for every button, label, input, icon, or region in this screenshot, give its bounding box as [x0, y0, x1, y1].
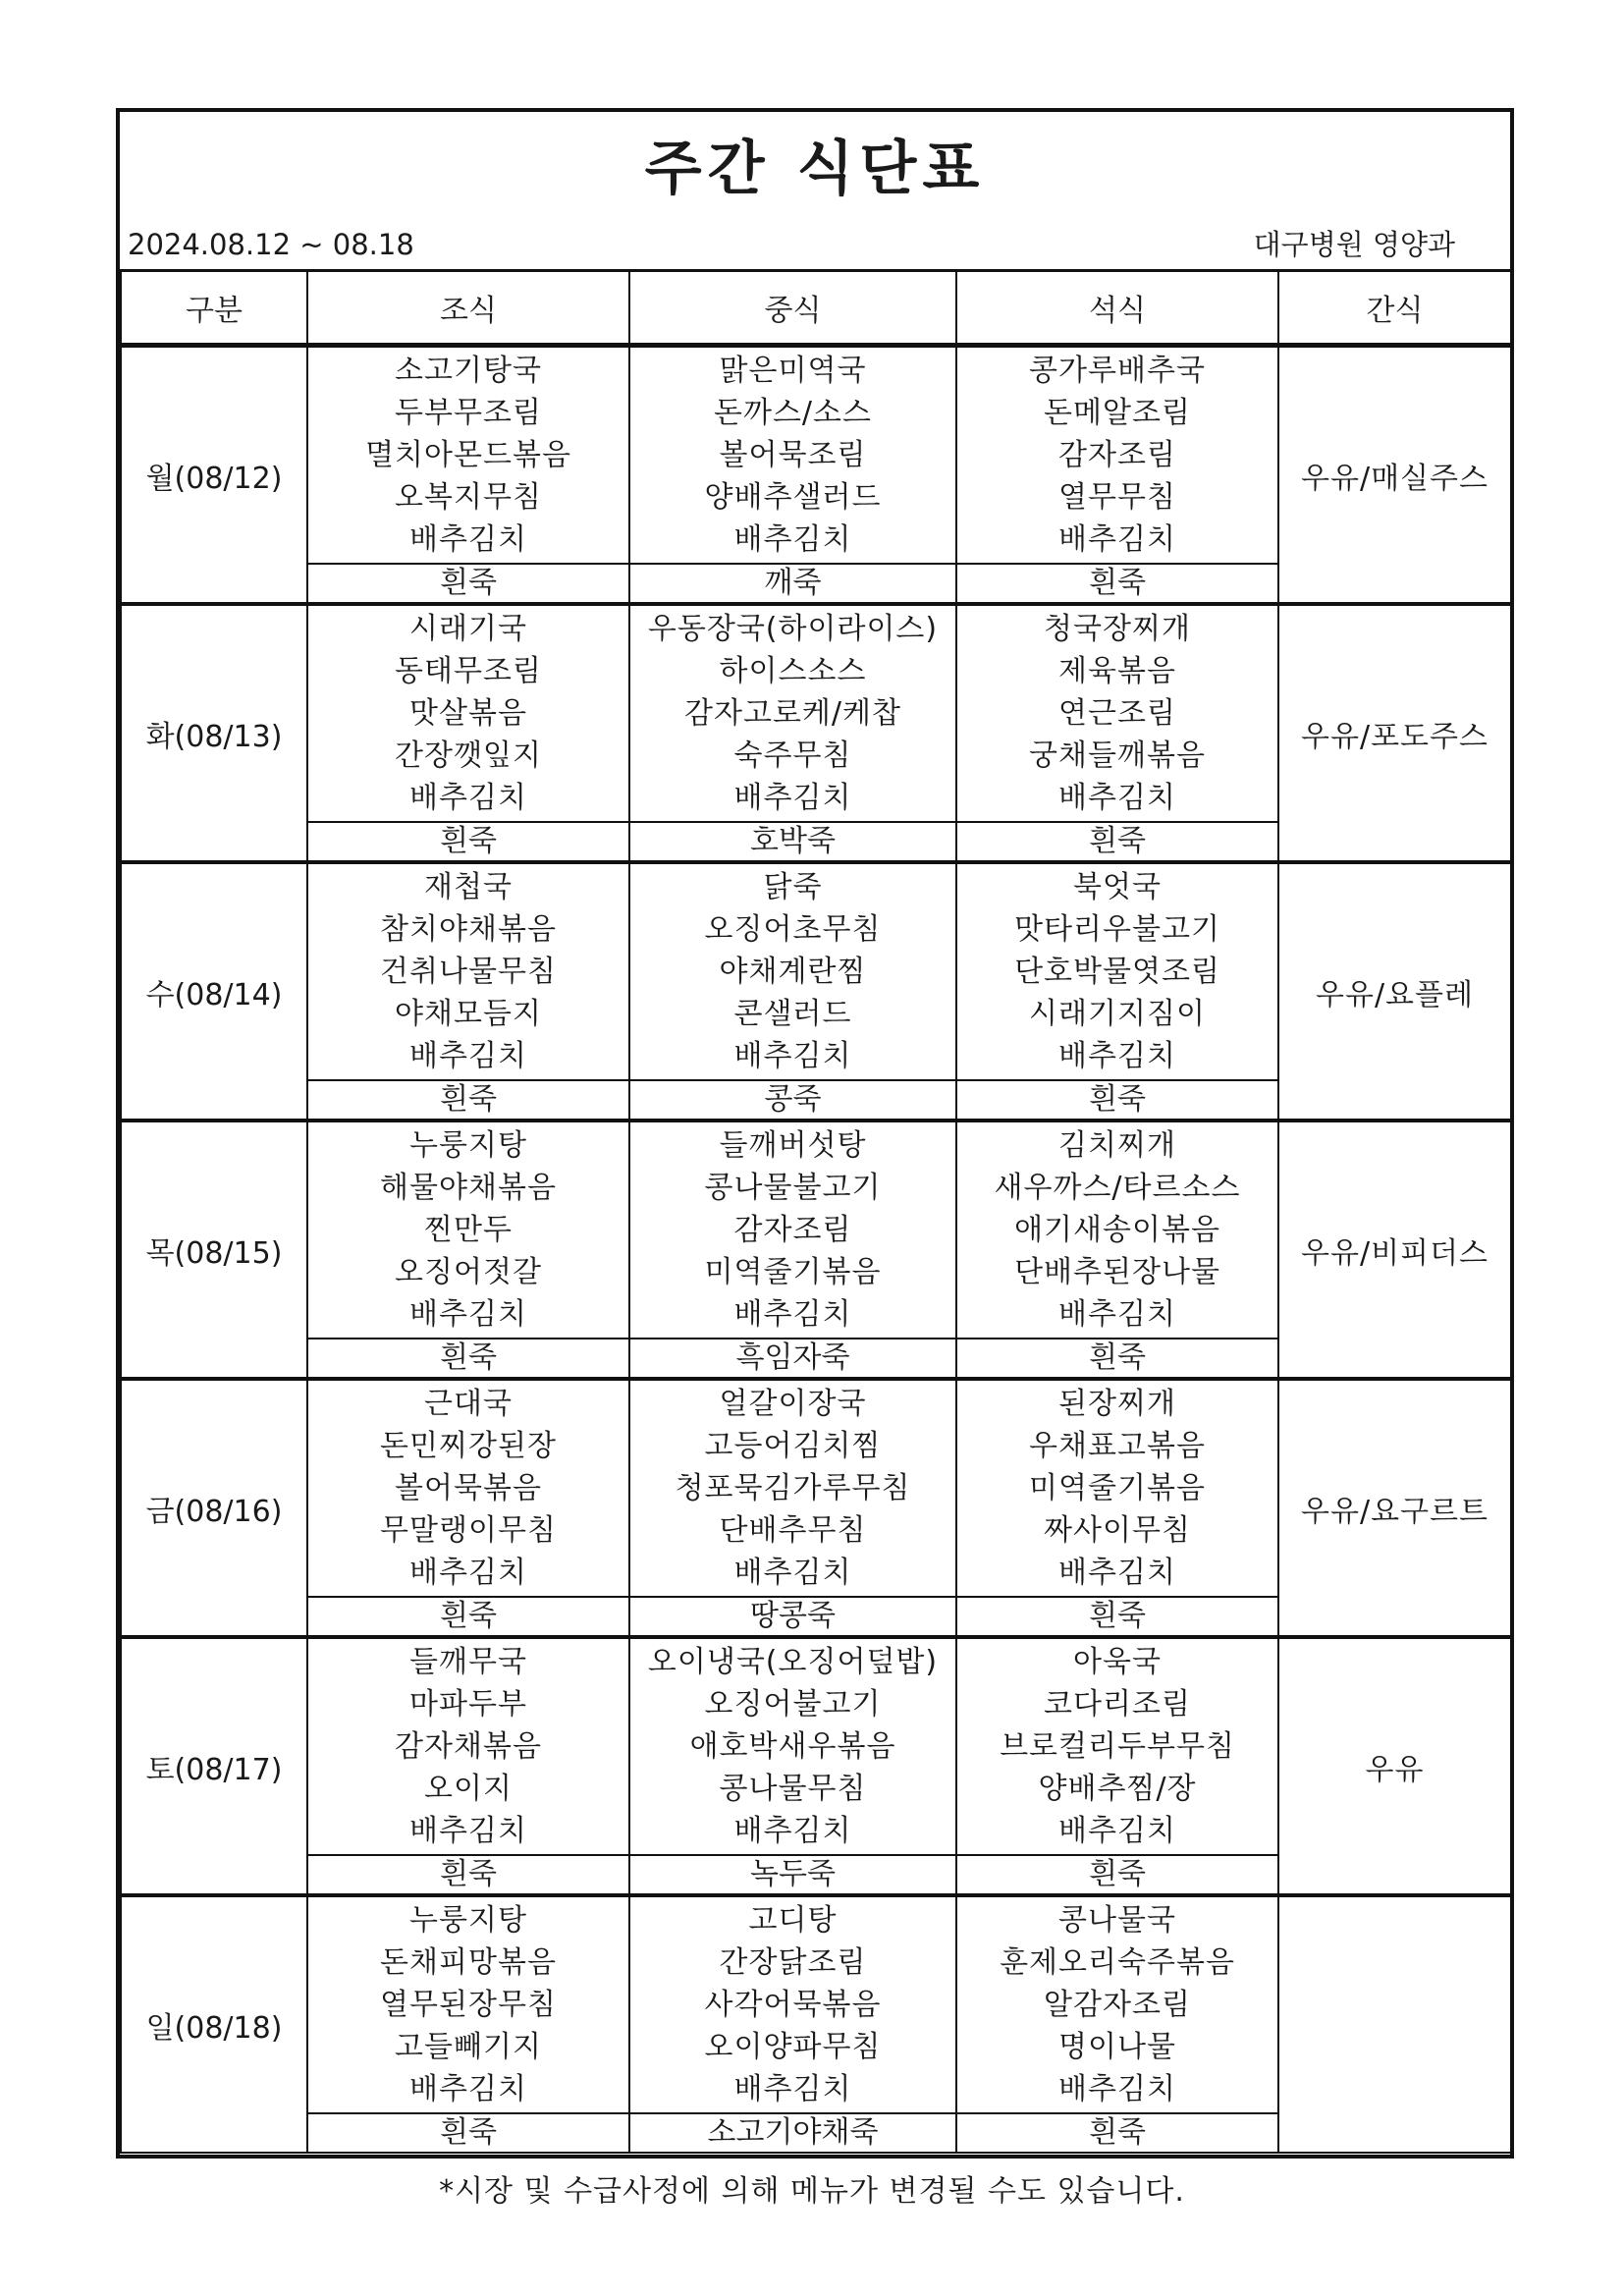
title-block: [120, 112, 1510, 269]
dish-item: 열무된장무침: [380, 1987, 557, 2022]
dish-item: 얼갈이장국: [719, 1386, 867, 1421]
porridge-cell: 흰죽: [956, 2113, 1278, 2153]
dish-item: 배추김치: [409, 1038, 527, 1073]
dish-item: 재첩국: [424, 869, 513, 904]
dish-item: 미역줄기볶음: [704, 1254, 882, 1289]
table-row: [121, 862, 1511, 1080]
dish-item: 볼어묵볶음: [395, 1470, 542, 1505]
dish-item: 배추김치: [733, 780, 852, 815]
snack-cell: 우유: [1278, 1637, 1511, 1895]
dish-item: 애호박새우볶음: [689, 1728, 896, 1764]
dish-item: 들깨무국: [409, 1644, 527, 1679]
day-label: 월(08/12): [121, 346, 307, 605]
dish-item: 간장닭조림: [719, 1944, 867, 1980]
porridge-cell: 녹두죽: [629, 1855, 956, 1895]
table-row: [121, 1637, 1511, 1855]
dish-item: 두부무조림: [395, 395, 542, 430]
lunch-cell: [629, 1895, 956, 2113]
dinner-cell: [956, 1637, 1278, 1855]
dish-item: 콩가루배추국: [1029, 353, 1206, 388]
dish-item: 돈민찌강된장: [380, 1428, 557, 1463]
header-lunch: 중식: [629, 271, 956, 346]
breakfast-cell: [307, 1895, 629, 2113]
dish-item: 고등어김치찜: [704, 1428, 882, 1463]
weekly-menu-table: [120, 269, 1512, 2154]
porridge-cell: 흰죽: [956, 1855, 1278, 1895]
snack-cell: 우유/비피더스: [1278, 1121, 1511, 1379]
department-name: 대구병원 영양과: [1253, 228, 1455, 261]
menu-body: [121, 346, 1511, 2154]
dish-item: 배추김치: [1058, 780, 1176, 815]
dish-item: 고디탕: [748, 1902, 838, 1938]
dish-item: 감자조림: [733, 1212, 852, 1247]
dish-item: 사각어묵볶음: [704, 1987, 882, 2022]
dish-item: 돈메알조림: [1044, 395, 1191, 430]
lunch-cell: [629, 346, 956, 565]
dish-item: 청포묵김가루무침: [675, 1470, 911, 1505]
dinner-cell: [956, 346, 1278, 565]
dish-item: 마파두부: [409, 1686, 527, 1722]
dinner-cell: [956, 1379, 1278, 1597]
dish-item: 배추김치: [1058, 1813, 1176, 1848]
dish-item: 오징어불고기: [704, 1686, 882, 1722]
day-label: 토(08/17): [121, 1637, 307, 1895]
dish-item: 우채표고볶음: [1029, 1428, 1206, 1463]
snack-cell: 우유/요구르트: [1278, 1379, 1511, 1637]
dish-item: 오징어젓갈: [395, 1254, 542, 1289]
dish-item: 해물야채볶음: [380, 1170, 557, 1205]
day-label: 목(08/15): [121, 1121, 307, 1379]
snack-cell: 우유/요플레: [1278, 862, 1511, 1121]
dish-item: 오복지무침: [395, 479, 542, 515]
dish-item: 김치찌개: [1058, 1127, 1176, 1163]
dinner-cell: [956, 862, 1278, 1080]
header-dinner: 석식: [956, 271, 1278, 346]
dish-item: 짜사이무침: [1044, 1512, 1191, 1548]
header-snack: 간식: [1278, 271, 1511, 346]
breakfast-cell: [307, 346, 629, 565]
dish-item: 배추김치: [733, 521, 852, 557]
dish-item: 닭죽: [763, 869, 823, 904]
dish-item: 오이양파무침: [704, 2029, 882, 2064]
porridge-cell: 소고기야채죽: [629, 2113, 956, 2153]
dish-item: 연근조림: [1058, 695, 1176, 731]
dish-item: 우동장국(하이라이스): [647, 611, 939, 646]
lunch-cell: [629, 862, 956, 1080]
breakfast-cell: [307, 1121, 629, 1339]
dish-item: 배추김치: [1058, 521, 1176, 557]
breakfast-cell: [307, 1637, 629, 1855]
dish-item: 단배추된장나물: [1014, 1254, 1220, 1289]
dish-item: 배추김치: [409, 1296, 527, 1332]
porridge-cell: 흰죽: [956, 564, 1278, 604]
dish-item: 콩나물무침: [719, 1771, 867, 1806]
porridge-cell: 흰죽: [956, 1080, 1278, 1121]
dish-item: 오징어초무침: [704, 911, 882, 947]
dish-item: 배추김치: [409, 1813, 527, 1848]
porridge-cell: 흑임자죽: [629, 1339, 956, 1379]
dish-item: 청국장찌개: [1044, 611, 1191, 646]
date-range: 2024.08.12 ~ 08.18: [128, 228, 414, 261]
dish-item: 돈까스/소스: [713, 395, 872, 430]
dish-item: 배추김치: [409, 2071, 527, 2106]
table-row: [121, 1121, 1511, 1339]
header-breakfast: 조식: [307, 271, 629, 346]
breakfast-cell: [307, 862, 629, 1080]
dish-item: 멸치아몬드볶음: [365, 437, 571, 472]
dish-item: 브로컬리두부무침: [1000, 1728, 1235, 1764]
porridge-cell: 흰죽: [307, 564, 629, 604]
dish-item: 훈제오리숙주볶음: [1000, 1944, 1235, 1980]
table-row: [121, 604, 1511, 822]
dish-item: 배추김치: [733, 1813, 852, 1848]
dish-item: 알감자조림: [1044, 1987, 1191, 2022]
footnote: *시장 및 수급사정에 의해 메뉴가 변경될 수도 있습니다.: [439, 2174, 1185, 2209]
dish-item: 숙주무침: [733, 738, 852, 773]
dish-item: 들깨버섯탕: [719, 1127, 867, 1163]
snack-cell: [1278, 1895, 1511, 2153]
dish-item: 새우까스/타르소스: [994, 1170, 1241, 1205]
dish-item: 배추김치: [409, 1555, 527, 1590]
dish-item: 배추김치: [1058, 2071, 1176, 2106]
dish-item: 양배추찜/장: [1038, 1771, 1197, 1806]
menu-sheet: [116, 108, 1514, 2159]
dish-item: 동태무조림: [395, 653, 542, 688]
breakfast-cell: [307, 604, 629, 822]
dish-item: 콩나물국: [1058, 1902, 1176, 1938]
dish-item: 누룽지탕: [409, 1902, 527, 1938]
breakfast-cell: [307, 1379, 629, 1597]
day-label: 수(08/14): [121, 862, 307, 1121]
dish-item: 맛타리우불고기: [1014, 911, 1220, 947]
dish-item: 오이지: [424, 1771, 513, 1806]
dish-item: 무말랭이무침: [380, 1512, 557, 1548]
dish-item: 열무무침: [1058, 479, 1176, 515]
dish-item: 감자조림: [1058, 437, 1176, 472]
dish-item: 배추김치: [733, 1038, 852, 1073]
table-row: [121, 1895, 1511, 2113]
dish-item: 건취나물무침: [380, 954, 557, 989]
porridge-cell: 흰죽: [307, 1855, 629, 1895]
lunch-cell: [629, 1637, 956, 1855]
porridge-cell: 흰죽: [307, 2113, 629, 2153]
dish-item: 맛살볶음: [409, 695, 527, 731]
porridge-cell: 땅콩죽: [629, 1597, 956, 1637]
day-label: 화(08/13): [121, 604, 307, 862]
dish-item: 배추김치: [1058, 1555, 1176, 1590]
dish-item: 오이냉국(오징어덮밥): [647, 1644, 939, 1679]
dish-item: 배추김치: [1058, 1038, 1176, 1073]
dish-item: 야채모듬지: [395, 996, 542, 1031]
dish-item: 콘샐러드: [733, 996, 852, 1031]
dish-item: 배추김치: [409, 780, 527, 815]
table-header-row: [121, 271, 1511, 346]
dinner-cell: [956, 1121, 1278, 1339]
dish-item: 돈채피망볶음: [380, 1944, 557, 1980]
dish-item: 코다리조림: [1044, 1686, 1191, 1722]
dish-item: 누룽지탕: [409, 1127, 527, 1163]
lunch-cell: [629, 1379, 956, 1597]
porridge-cell: 흰죽: [307, 1339, 629, 1379]
dish-item: 명이나물: [1058, 2029, 1176, 2064]
dinner-cell: [956, 604, 1278, 822]
dish-item: 시래기국: [409, 611, 527, 646]
lunch-cell: [629, 604, 956, 822]
dish-item: 제육볶음: [1058, 653, 1176, 688]
dish-item: 간장깻잎지: [395, 738, 542, 773]
lunch-cell: [629, 1121, 956, 1339]
dish-item: 애기새송이볶음: [1014, 1212, 1220, 1247]
dish-item: 감자채볶음: [395, 1728, 542, 1764]
porridge-cell: 흰죽: [956, 822, 1278, 862]
dish-item: 된장찌개: [1058, 1386, 1176, 1421]
porridge-cell: 흰죽: [307, 1080, 629, 1121]
porridge-cell: 깨죽: [629, 564, 956, 604]
dish-item: 맑은미역국: [719, 353, 867, 388]
dish-item: 소고기탕국: [395, 353, 542, 388]
dish-item: 하이스소스: [719, 653, 867, 688]
page-title: 주간 식단표: [644, 135, 986, 203]
dish-item: 찐만두: [424, 1212, 513, 1247]
dinner-cell: [956, 1895, 1278, 2113]
dish-item: 참치야채볶음: [380, 911, 557, 947]
dish-item: 북엇국: [1073, 869, 1162, 904]
dish-item: 미역줄기볶음: [1029, 1470, 1206, 1505]
porridge-cell: 흰죽: [956, 1597, 1278, 1637]
dish-item: 단호박물엿조림: [1014, 954, 1220, 989]
dish-item: 배추김치: [1058, 1296, 1176, 1332]
day-label: 일(08/18): [121, 1895, 307, 2153]
dish-item: 콩나물불고기: [704, 1170, 882, 1205]
table-row: [121, 346, 1511, 565]
porridge-cell: 흰죽: [307, 822, 629, 862]
porridge-cell: 흰죽: [956, 1339, 1278, 1379]
table-row: [121, 1379, 1511, 1597]
dish-item: 야채계란찜: [719, 954, 867, 989]
dish-item: 근대국: [424, 1386, 513, 1421]
dish-item: 궁채들깨볶음: [1029, 738, 1206, 773]
porridge-cell: 호박죽: [629, 822, 956, 862]
dish-item: 아욱국: [1073, 1644, 1162, 1679]
dish-item: 단배추무침: [719, 1512, 867, 1548]
day-label: 금(08/16): [121, 1379, 307, 1637]
snack-cell: 우유/포도주스: [1278, 604, 1511, 862]
porridge-cell: 콩죽: [629, 1080, 956, 1121]
header-category: 구분: [121, 271, 307, 346]
dish-item: 볼어묵조림: [719, 437, 867, 472]
dish-item: 배추김치: [733, 2071, 852, 2106]
dish-item: 양배추샐러드: [704, 479, 882, 515]
porridge-cell: 흰죽: [307, 1597, 629, 1637]
dish-item: 배추김치: [409, 521, 527, 557]
dish-item: 고들빼기지: [395, 2029, 542, 2064]
dish-item: 배추김치: [733, 1296, 852, 1332]
snack-cell: 우유/매실주스: [1278, 346, 1511, 605]
dish-item: 감자고로케/케찹: [684, 695, 901, 731]
dish-item: 배추김치: [733, 1555, 852, 1590]
dish-item: 시래기지짐이: [1029, 996, 1206, 1031]
